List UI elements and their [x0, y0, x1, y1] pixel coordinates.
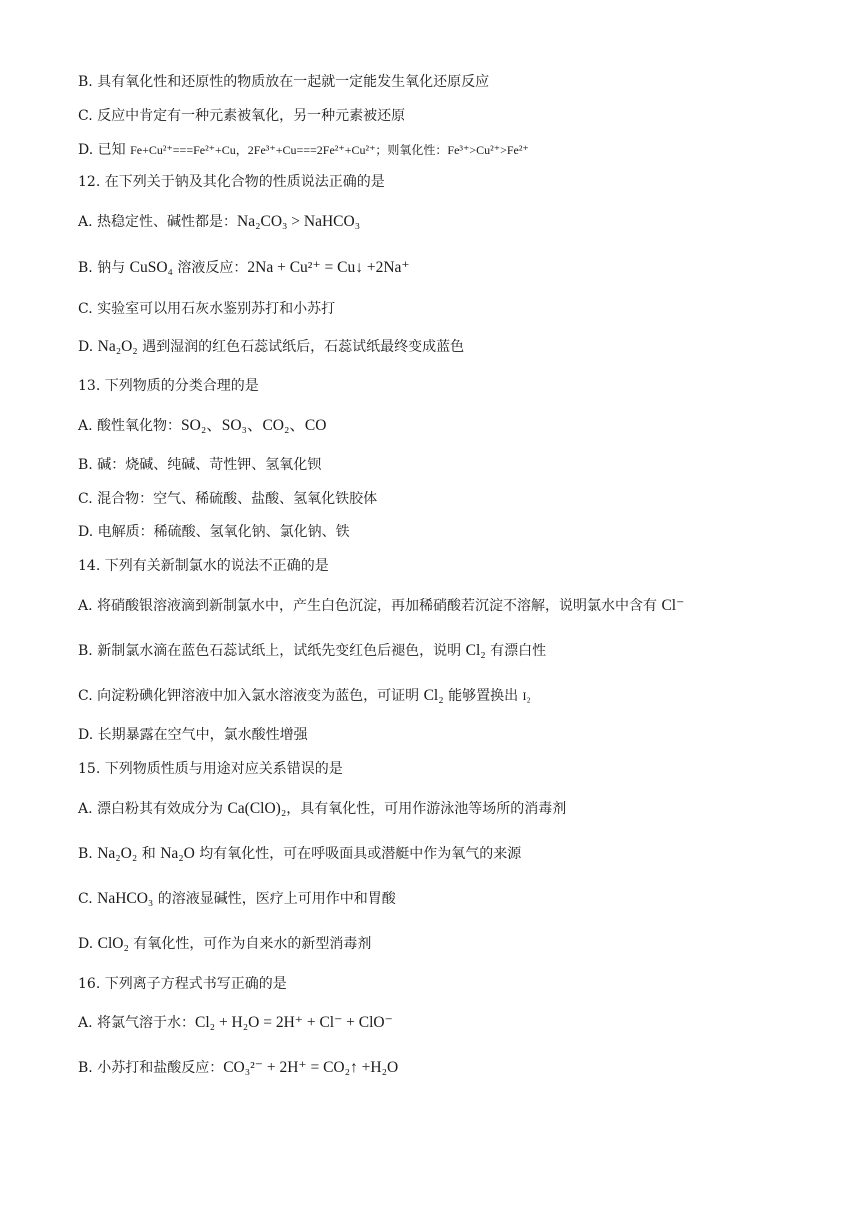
- chemical-formula: I₂: [522, 689, 531, 703]
- chemical-formula: ClO₂: [97, 935, 129, 952]
- option-text: A. 酸性氧化物：: [78, 418, 182, 434]
- chemical-formula: SO₂、SO₃、CO₂、CO: [181, 417, 327, 434]
- option-15a: [78, 799, 566, 819]
- option-text: 和: [137, 846, 161, 862]
- option-text: D. 电解质：稀硫酸、氢氧化钠、氯化钠、铁: [78, 524, 350, 540]
- option-text: A. 将氯气溶于水：: [78, 1015, 196, 1031]
- chemical-formula: Cl⁻: [661, 597, 685, 614]
- chemical-formula: Na₂CO₃ > NaHCO₃: [237, 213, 361, 230]
- option-15c: [78, 889, 396, 909]
- option-text: D. 长期暴露在空气中，氯水酸性增强: [78, 727, 308, 743]
- option-text: B. 碱：烧碱、纯碱、苛性钾、氢氧化钡: [78, 457, 322, 473]
- question-15: [78, 759, 343, 779]
- option-14b: [78, 641, 546, 661]
- question-12: [78, 172, 385, 192]
- option-16a: [78, 1013, 393, 1033]
- option-text: C.: [78, 891, 98, 907]
- question-text: 13. 下列物质的分类合理的是: [78, 378, 259, 394]
- chemical-formula: Ca(ClO)₂: [227, 800, 287, 817]
- chemical-formula: Fe+Cu²⁺===Fe²⁺+Cu，2Fe³⁺+Cu===2Fe²⁺+Cu²⁺；则氧化性：Fe³⁺>Cu²⁺>Fe²⁺: [130, 143, 529, 157]
- option-12b: [78, 258, 410, 278]
- chemical-formula: Cl₂: [465, 642, 486, 659]
- chemical-formula: CuSO₄: [129, 259, 173, 276]
- option-text: 能够置换出: [443, 688, 523, 704]
- option-text: A. 热稳定性、碱性都是：: [78, 214, 238, 230]
- option-12c: [78, 299, 335, 319]
- option-13d: [78, 522, 350, 542]
- option-11d: [78, 140, 529, 160]
- option-11c: [78, 106, 405, 126]
- option-13b: [78, 455, 321, 475]
- question-16: [78, 974, 287, 994]
- option-text: 有漂白性: [485, 643, 547, 659]
- option-text: D.: [78, 339, 98, 355]
- ionic-equation: CO₃²⁻ + 2H⁺ = CO₂↑ +H₂O: [223, 1059, 399, 1076]
- chemical-formula: Na₂O: [160, 845, 195, 862]
- option-14a: [78, 596, 684, 616]
- option-text: A. 漂白粉其有效成分为: [78, 801, 228, 817]
- question-14: [78, 556, 329, 576]
- option-text: C. 反应中肯定有一种元素被氧化，另一种元素被还原: [78, 108, 406, 124]
- chemical-formula: Na₂O₂: [97, 845, 138, 862]
- option-13a: [78, 416, 326, 436]
- option-text: ，具有氧化性，可用作游泳池等场所的消毒剂: [286, 801, 567, 817]
- option-text: 的溶液显碱性，医疗上可用作中和胃酸: [153, 891, 396, 907]
- option-14c: [78, 686, 531, 706]
- option-text: C. 向淀粉碘化钾溶液中加入氯水溶液变为蓝色，可证明: [78, 688, 424, 704]
- option-text: B.: [78, 846, 98, 862]
- chemical-formula: NaHCO₃: [97, 890, 154, 907]
- option-text: 溶液反应：: [172, 260, 248, 276]
- question-text: 15. 下列物质性质与用途对应关系错误的是: [78, 761, 343, 777]
- option-text: C. 实验室可以用石灰水鉴别苏打和小苏打: [78, 301, 336, 317]
- option-text: A. 将硝酸银溶液滴到新制氯水中，产生白色沉淀，再加稀硝酸若沉淀不溶解，说明氯水中含有: [78, 598, 662, 614]
- question-text: 16. 下列离子方程式书写正确的是: [78, 976, 287, 992]
- option-16b: [78, 1058, 398, 1078]
- option-text: B. 新制氯水滴在蓝色石蕊试纸上，试纸先变红色后褪色，说明: [78, 643, 466, 659]
- option-text: B. 具有氧化性和还原性的物质放在一起就一定能发生氧化还原反应: [78, 74, 490, 90]
- option-text: B. 钠与: [78, 260, 130, 276]
- option-15b: [78, 844, 521, 864]
- option-text: D.: [78, 936, 98, 952]
- option-text: B. 小苏打和盐酸反应：: [78, 1060, 224, 1076]
- option-text: 有氧化性，可作为自来水的新型消毒剂: [128, 936, 372, 952]
- chemical-formula: Na₂O₂: [97, 338, 138, 355]
- option-12a: [78, 212, 360, 232]
- option-text: C. 混合物：空气、稀硫酸、盐酸、氢氧化铁胶体: [78, 491, 378, 507]
- option-11b: [78, 72, 489, 92]
- question-13: [78, 376, 259, 396]
- option-text: D. 已知: [78, 142, 131, 158]
- chemical-formula: Cl₂: [423, 687, 444, 704]
- option-15d: [78, 934, 371, 954]
- option-text: 均有氧化性，可在呼吸面具或潜艇中作为氧气的来源: [194, 846, 522, 862]
- question-text: 14. 下列有关新制氯水的说法不正确的是: [78, 558, 329, 574]
- option-13c: [78, 489, 377, 509]
- ionic-equation: Cl₂ + H₂O = 2H⁺ + Cl⁻ + ClO⁻: [195, 1014, 393, 1031]
- option-14d: [78, 725, 308, 745]
- option-text: 遇到湿润的红色石蕊试纸后，石蕊试纸最终变成蓝色: [137, 339, 465, 355]
- question-text: 12. 在下列关于钠及其化合物的性质说法正确的是: [78, 174, 385, 190]
- ionic-equation: 2Na + Cu²⁺ = Cu↓ +2Na⁺: [247, 259, 410, 276]
- option-12d: [78, 337, 464, 357]
